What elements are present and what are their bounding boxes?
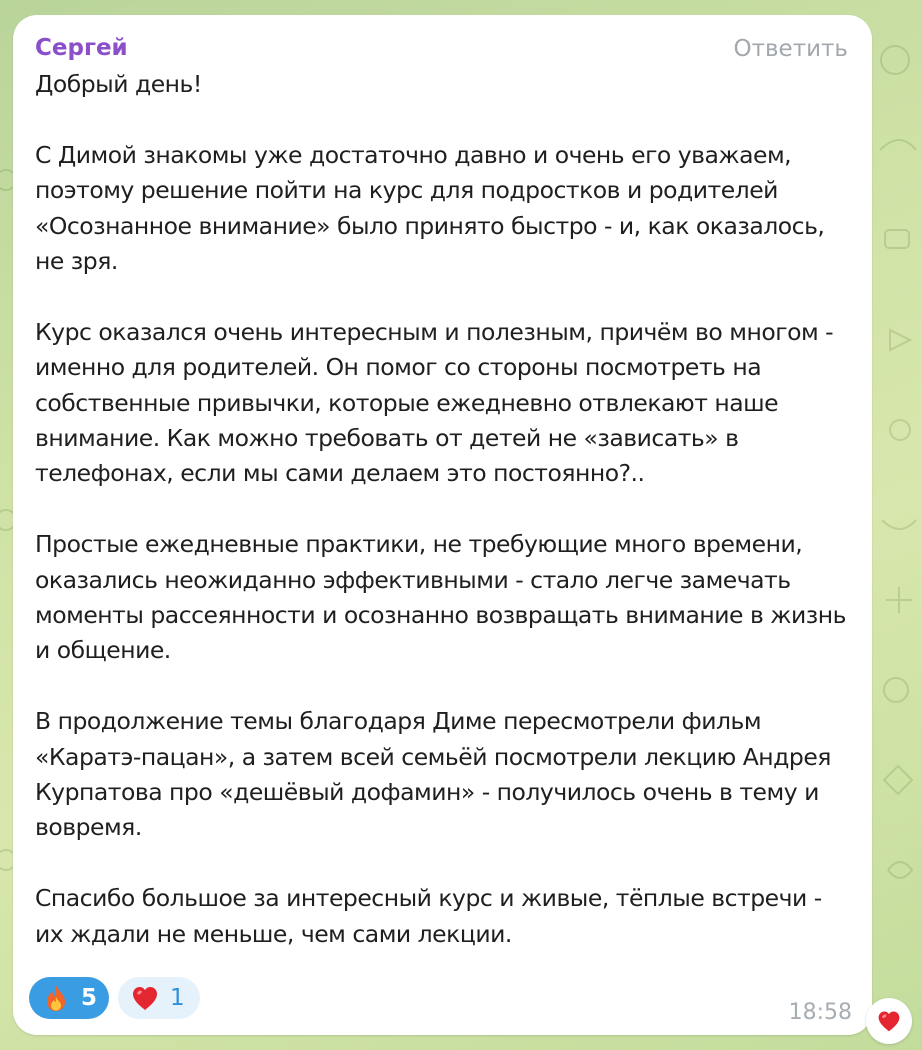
message-paragraph: Курс оказался очень интересным и полезным, причём во многом - именно для родителей. Он помог со стороны посмотреть на собственные привычки, которые ежедневно отвлекают наше внимание. Как можно требовать от детей не «зависать» в телефонах, если мы сами делаем это постоянно?..: [35, 317, 834, 488]
heart-icon: [876, 1008, 902, 1034]
reaction-fire-count: 5: [81, 985, 98, 1011]
message-bubble: [13, 15, 872, 1035]
message-timestamp: 18:58: [788, 1000, 852, 1025]
message-paragraph: Спасибо большое за интересный курс и живые, тёплые встречи - их ждали не меньше, чем сами лекции.: [35, 884, 822, 948]
message-paragraph: В продолжение темы благодаря Диме пересмотрели фильм «Каратэ-пацан», а затем всей семьёй посмотрели лекцию Андрея Курпатова про «дешёвый дофамин» - получилось очень в тему и вовремя.: [35, 707, 831, 842]
sender-name[interactable]: Сергей: [35, 35, 128, 61]
reaction-heart-count: 1: [170, 985, 185, 1011]
quick-reaction-button[interactable]: [866, 998, 912, 1044]
message-paragraph: С Димой знакомы уже достаточно давно и очень его уважаем, поэтому решение пойти на курс для подростков и родителей «Осознанное внимание» было принято быстро - и, как оказалось, не зря.: [35, 140, 825, 276]
reaction-heart-button[interactable]: [118, 977, 200, 1019]
reply-button[interactable]: Ответить: [733, 36, 848, 62]
reaction-fire-button[interactable]: [29, 977, 109, 1019]
message-paragraph: Добрый день!: [35, 70, 202, 98]
message-text: [35, 67, 855, 952]
heart-icon: [130, 983, 160, 1013]
fire-icon: [41, 983, 71, 1013]
message-paragraph: Простые ежедневные практики, не требующие много времени, оказались неожиданно эффективными - стало легче замечать моменты рассеянности и осознанно возвращать внимание в жизнь и общение.: [35, 530, 846, 665]
